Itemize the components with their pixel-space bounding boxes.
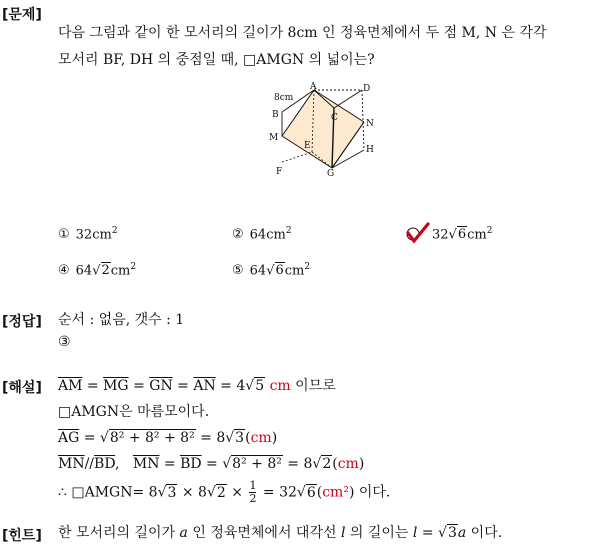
label-C: C (331, 113, 338, 123)
solution-line-2: □AMGN은 마름모이다. (58, 404, 210, 420)
answer-order: 순서 : 없음, 갯수 : 1 (58, 312, 185, 328)
label-G: G (327, 169, 335, 179)
solution-line-1: $\overline{AM} = \overline{MG} = \overline{GN} = \overline{AN} = 4√5$ cm 이므로 (58, 378, 336, 394)
label-M: M (269, 133, 279, 143)
problem-text-2: 모서리 BF, DH 의 중점일 때, □AMGN 의 넓이는? (58, 52, 375, 68)
label-A: A (310, 82, 317, 92)
choice-5[interactable]: ⑤ $64√6cm^2$ (232, 262, 311, 279)
label-8cm: 8cm (274, 93, 294, 103)
choice-1[interactable]: ① $32cm^2$ (58, 226, 118, 243)
problem-label: [문제] (2, 7, 42, 23)
answer-label: [정답] (2, 314, 42, 330)
label-H: H (366, 145, 374, 155)
checkmark-icon (404, 222, 430, 244)
solution-label: [해설] (2, 380, 42, 396)
solution-line-4: $\overline{MN}//\overline{BD}$, $\overline{MN} = \overline{BD} = √8^2 + 8^2 = 8√2(cm)$ (58, 456, 365, 472)
answer-choice: ③ (58, 334, 71, 350)
rhombus-amgn (282, 90, 364, 168)
solution-line-3: $\overline{AG} = √8^2 + 8^2 + 8^2 = 8√3(cm)$ (58, 430, 278, 446)
solution-line-5: ∴ □AMGN= 8√3 × 8√2 × $\frac{1}{2}$ = 32√6(cm²) 이다. (58, 479, 391, 505)
hint-label: [힌트] (2, 528, 42, 544)
label-F: F (276, 167, 283, 177)
choice-4[interactable]: ④ $64√2cm^2$ (58, 262, 137, 279)
label-N: N (366, 119, 374, 129)
choice-2[interactable]: ② $64cm^2$ (232, 226, 292, 243)
hint-text: 한 모서리의 길이가 a 인 정육면체에서 대각선 l 의 길이는 l = √3a 이다. (58, 525, 503, 541)
cube-figure (266, 82, 386, 182)
label-E: E (304, 141, 311, 151)
label-D: D (363, 84, 371, 94)
problem-text-1: 다음 그림과 같이 한 모서리의 길이가 8cm 인 정육면체에서 두 점 M, N 은 각각 (58, 25, 547, 41)
choice-3[interactable]: $32√6cm^2$ (432, 226, 493, 243)
label-B: B (272, 110, 279, 120)
